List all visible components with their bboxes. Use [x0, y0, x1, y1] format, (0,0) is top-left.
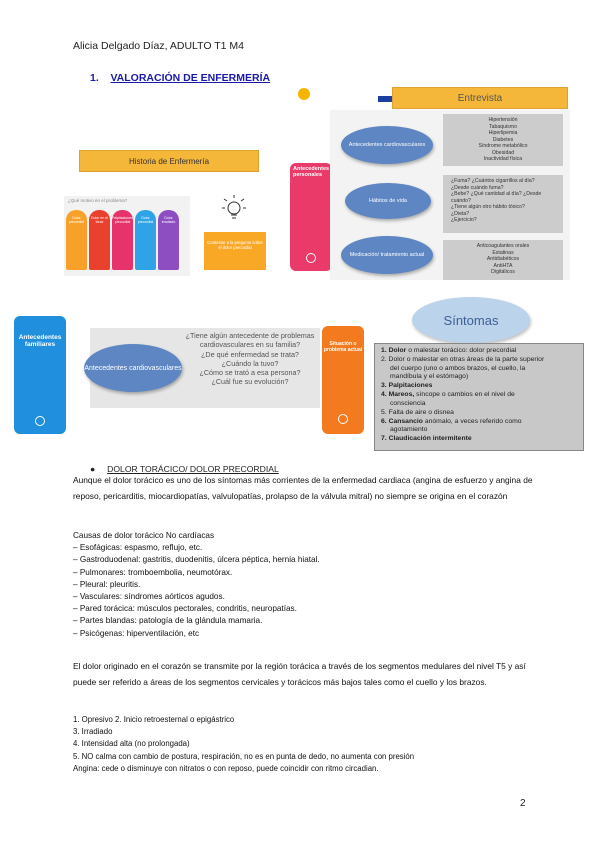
item-bold: Claudicación intermitente — [388, 435, 472, 443]
box-line: Tabaquismo — [489, 123, 517, 130]
document-header: Alicia Delgado Díaz, ADULTO T1 M4 — [73, 40, 244, 52]
oval-habitos-de-vida: Hábitos de vida — [345, 183, 431, 219]
item-number: 1. — [381, 347, 387, 354]
box-line: ¿Dieta? — [451, 210, 470, 217]
item-bold: Cansancio — [388, 417, 423, 425]
paragraph-1: Aunque el dolor torácico es uno de los síntomas más corrientes de la enfermedad cardiaca (angina de esfuerzo y angina de reposo, pericarditis, miocardiopatías, valvulopatías, prolapso de la válvula mitral) no siempre se origina en el corazón — [73, 475, 533, 501]
institution-logo — [298, 88, 310, 100]
box-line: ¿Ejercicio? — [451, 217, 477, 223]
sintoma-item: consciencia — [390, 399, 426, 407]
tile-3: Palpitaciones precordial — [112, 210, 133, 270]
sintoma-item — [381, 391, 577, 400]
antecedentes-personales-card — [290, 163, 332, 271]
tile-1: Dolor precordial — [66, 210, 87, 270]
cause-item: – Esofágicas: espasmo, reflujo, etc. — [73, 543, 203, 553]
item-bold: Mareos, — [388, 391, 415, 399]
numbered-list — [73, 714, 543, 775]
tile-5: Dolor irradiado — [158, 210, 179, 270]
section-number: 1. — [90, 72, 99, 84]
sintoma-item — [381, 347, 577, 356]
tile-2: Dolor en el tórax — [89, 210, 110, 270]
causes-title: Causas de dolor torácico No cardíacas — [73, 531, 215, 540]
box-line: AntiHTA — [493, 262, 513, 269]
item-text: anómalo, a veces referido como — [422, 417, 522, 425]
cause-item: – Vasculares: síndromes aórticos agudos. — [73, 592, 225, 602]
numbered-item: 4. Intensidad alta (no prolongada) — [73, 739, 190, 749]
item-text: Dolor o malestar en otras áreas de la parte superior — [386, 355, 545, 363]
numbered-item: 5. NO calma con cambio de postura, respiración, no es en punta de dedo, no aumenta con presión — [73, 751, 415, 761]
bullet-dot: ● — [90, 464, 96, 474]
page-number: 2 — [520, 798, 526, 809]
box-line: Hiperlipemia — [488, 130, 518, 136]
antecedentes-familiares-card — [14, 316, 66, 434]
item-text: síncope o cambios en el nivel de — [414, 391, 515, 399]
box-line: Hipertensión — [488, 117, 518, 123]
item-number: 4. — [381, 391, 387, 399]
family-questions — [176, 331, 324, 387]
question: ¿Cuándo la tuvo? — [221, 358, 279, 368]
question: ¿Tiene algún antecedente de problemas cardiovasculares en su familia? — [185, 331, 315, 350]
item-number: 6. — [381, 417, 387, 425]
sintomas-oval: Síntomas — [412, 297, 530, 343]
panel-header: ¿Qué motivo en el problema? — [68, 198, 128, 203]
box-line: Inactividad física — [483, 156, 523, 162]
box-line: ¿Bebe? ¿Qué cantidad al día? ¿Desde cuándo? — [451, 191, 542, 204]
box-line: ¿Tiene algún otro hábito tóxico? — [451, 204, 525, 210]
pink-card-label: Antecedentes personales — [293, 166, 330, 178]
cause-item: – Psicógenas: hiperventilación, etc — [73, 628, 200, 638]
sintoma-item: del cuerpo (uno o ambos brazos, el cuello, la — [390, 364, 526, 372]
circle-icon — [35, 416, 45, 426]
paragraph-2: El dolor originado en el corazón se transmite por la región torácica a través de los segmentos medulares del nivel T5 y así puede ser referido a áreas de los segmentos cervicales y torácicos más bajos tales como el cuello y los brazos. — [73, 661, 526, 687]
oval-medicacion: Medicación/ tratamiento actual — [341, 236, 433, 274]
motivo-panel — [64, 196, 190, 276]
tile-4: Dolor precordial — [135, 210, 156, 270]
sintoma-item — [381, 382, 577, 391]
cause-item: – Pulmonares: tromboembolia, neumotórax. — [73, 567, 233, 577]
sintoma-item — [381, 356, 577, 365]
cause-item: – Pared torácica: músculos pectorales, condritis, neuropatías. — [73, 604, 297, 614]
item-number: 3. — [381, 382, 387, 390]
box-line: Obesidad — [491, 149, 515, 156]
item-number: 7. — [381, 435, 387, 443]
box-medication — [443, 240, 563, 280]
cause-item: – Gastroduodenal: gastritis, duodenitis, úlcera péptica, hernia hiatal. — [73, 555, 320, 565]
sintomas-list — [374, 343, 584, 451]
box-risk-factors — [443, 114, 563, 166]
circle-icon — [306, 253, 316, 263]
circle-icon — [338, 414, 348, 424]
sintoma-item — [381, 435, 577, 444]
section-heading: DOLOR TORÁCICO/ DOLOR PRECORDIAL — [107, 464, 279, 474]
box-line: ¿Desde cuándo fuma? — [451, 184, 504, 191]
numbered-item: Angina: cede o disminuye con nitratos o con reposo, puede coincidir con ritmo circadian. — [73, 763, 379, 773]
item-text: Falta de aire o disnea — [388, 408, 454, 416]
lightbulb-icon — [220, 193, 248, 223]
situacion-label: Situación o problema actual — [323, 341, 363, 353]
numbered-item: 1. Opresivo 2. Inicio retroesternal o epigástrico — [73, 715, 235, 724]
orange-note: Contestar a la pregunta sobre el dolor precordial — [204, 232, 266, 270]
item-number: 2. — [381, 355, 387, 363]
box-line: Antidiabéticos — [486, 256, 520, 262]
situacion-card — [322, 326, 364, 434]
historia-banner: Historia de Enfermería — [79, 150, 259, 172]
entrevista-banner: Entrevista — [392, 87, 568, 109]
causes-list — [73, 530, 535, 640]
sintoma-item — [381, 409, 577, 418]
cause-item: – Pleural: pleuritis. — [73, 579, 141, 589]
item-bold: Palpitaciones — [388, 382, 433, 390]
question: ¿Cuál fue su evolución? — [211, 377, 289, 387]
sintoma-item: agotamiento — [390, 426, 428, 434]
box-line: Diabetes — [492, 136, 514, 143]
box-line: Digitálicos — [491, 269, 515, 275]
box-line: Anticoagulantes orales — [476, 243, 530, 249]
box-line: Estatinas — [492, 249, 514, 256]
box-line: ¿Fuma? ¿Cuántos cigarrillos al día? — [451, 178, 535, 184]
item-number: 5. — [381, 408, 387, 416]
item-text: o malestar torácico: dolor precordial — [406, 347, 517, 354]
sintoma-item — [381, 418, 577, 427]
numbered-item: 3. Irradiado — [73, 727, 113, 737]
section-title-text: VALORACIÓN DE ENFERMERÍA — [110, 72, 271, 84]
question: ¿De qué enfermedad se trata? — [201, 349, 299, 359]
box-line: Síndrome metabólico — [478, 143, 528, 149]
oval-antecedentes-cardiovasculares: Antecedentes cardiovasculares — [341, 126, 433, 164]
sintoma-item: mandíbula y el estómago) — [390, 373, 469, 381]
cause-item: – Partes blandas: patología de la glándula mamaria. — [73, 616, 263, 626]
item-bold: Dolor — [388, 347, 407, 354]
familiares-label: Antecedentes familiares — [18, 334, 62, 348]
box-habits — [443, 175, 563, 233]
question: ¿Cómo se trató a esa persona? — [199, 368, 301, 378]
section-title — [90, 72, 270, 84]
oval-familiares-cardiovasculares: Antecedentes cardiovasculares — [84, 344, 182, 392]
